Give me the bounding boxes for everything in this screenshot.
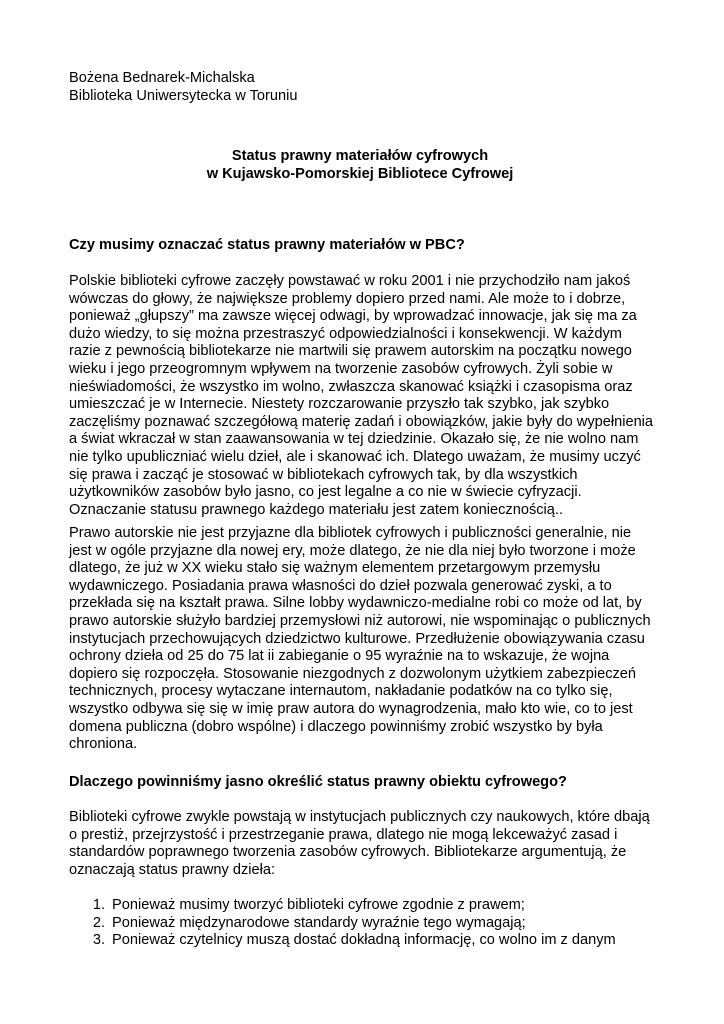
author-name: Bożena Bednarek-Michalska [69, 70, 255, 86]
list-item-text: Ponieważ międzynarodowe standardy wyraźnie tego wymagają; [112, 914, 526, 931]
paragraph-line: się prawa i zacząć je stosować w bibliotekach cyfrowych tak, by dla wszystkich [69, 466, 578, 483]
paragraph-line: wówczas do głowy, że największe problemy dopiero przed nami. Ale może to i dobrze, [69, 290, 626, 307]
paragraph-line: przekłada się na kształt prawa. Silne lobby wydawniczo-medialne robi co może od lat, by [69, 595, 642, 612]
paragraph-line: dlatego, że już w XX wieku stało się ważnym elementem przetargowym przemysłu [69, 560, 601, 577]
list-item [69, 897, 616, 915]
paragraph-line: domena publiczna (dobro wspólne) i dlaczego powinniśmy zrobić wszystko by była [69, 718, 603, 735]
list-item-text: Ponieważ czytelnicy muszą dostać dokładną informację, co wolno im z danym [112, 932, 616, 949]
title-line-1: Status prawny materiałów cyfrowych [231, 148, 489, 164]
title-line-2: w Kujawsko-Pomorskiej Bibliotece Cyfrowej [206, 165, 514, 182]
paragraph-line: oznaczają status prawny dzieła: [69, 861, 276, 878]
paragraph-line: ochrony dzieła od 25 do 75 lat ii zabieganie o 95 wyraźnie na to wskazuje, że wojna [69, 648, 610, 665]
paragraph-line: wieku i jego przeogromnym wpływem na tworzenie zasobów cyfrowych. Żyli sobie w [69, 360, 613, 377]
list-item [69, 915, 616, 933]
author-block [69, 70, 659, 105]
paragraph-line: instytucjach przechowujących dziedzictwo kulturowe. Przedłużenie obowiązywania czasu [69, 630, 645, 647]
paragraph-line: chroniona. [69, 736, 138, 753]
numbered-list [69, 897, 616, 950]
paragraph-line: umieszczać je w Internecie. Niestety rozczarowanie przyszło tak szybko, jak szybko [69, 396, 610, 413]
paragraph-line: razie z pewnością bibliotekarze nie martwili się prawem autorskim na początku nowego [69, 343, 632, 360]
section-1-paragraph-1 [69, 273, 653, 519]
list-item-number: 1. [92, 897, 105, 913]
document-page [69, 70, 659, 949]
section-1-heading: Czy musimy oznaczać status prawny materiałów w PBC? [69, 237, 465, 253]
paragraph-line: Oznaczanie statusu prawnego każdego materiału jest zatem koniecznością.. [69, 501, 564, 518]
list-item [69, 932, 616, 950]
paragraph-line: użytkowników zasobów było jasno, co jest legalne a co nie w świecie cyfryzacji. [69, 484, 582, 501]
section-2-paragraph-1 [69, 809, 650, 879]
paragraph-line: Polskie biblioteki cyfrowe zaczęły powstawać w roku 2001 i nie przychodziło nam jakoś [69, 273, 631, 289]
paragraph-line: dużo wiedzy, to się można przestraszyć odpowiedzialności i konsekwencji. W każdym [69, 325, 622, 342]
paragraph-line: ponieważ „głupszy” ma zawsze więcej odwagi, by wprowadzać innowacje, jak się ma za [69, 308, 637, 325]
paragraph-line: standardów poprawnego tworzenia zasobów cyfrowych. Bibliotekarze argumentują, że [69, 844, 627, 861]
paragraph-line: Biblioteki cyfrowe zwykle powstają w instytucjach publicznych czy naukowych, które dbają [69, 809, 650, 825]
document-title [69, 148, 651, 183]
paragraph-line: jest w ogóle przyjazne dla nowej ery, może dlatego, że nie dla niej było tworzone i może [69, 542, 636, 559]
paragraph-line: technicznych, procesy wytaczane internautom, nakładanie podatków na co tylko się, [69, 683, 613, 700]
paragraph-line: nieświadomości, że wszystko im wolno, zwłaszcza skanować książki i czasopisma oraz [69, 378, 633, 395]
list-item-number: 3. [92, 932, 105, 949]
paragraph-line: a świat wkraczał w stan zaawansowania w tej dziedzinie. Okazało się, że nie wolno nam [69, 431, 639, 448]
paragraph-line: nie tylko upubliczniać wielu dzieł, ale i skanować ich. Dlatego uważam, że musimy uczyć [69, 448, 641, 465]
list-item-number: 2. [92, 914, 105, 931]
section-1-paragraph-2 [69, 525, 651, 754]
section-2-heading: Dlaczego powinniśmy jasno określić status prawny obiektu cyfrowego? [69, 774, 567, 790]
author-affiliation: Biblioteka Uniwersytecka w Toruniu [69, 87, 298, 104]
paragraph-line: wszystko odbywa się się w imię praw autora do wynagrodzenia, mało kto wie, co to jest [69, 700, 633, 717]
paragraph-line: Prawo autorskie nie jest przyjazne dla bibliotek cyfrowych i publiczności generalnie, nie [69, 525, 632, 541]
paragraph-line: zaczęliśmy poznawać szczegółową materię zadań i obowiązków, jakie były do wypełnienia [69, 413, 654, 430]
paragraph-line: o prestiż, przejrzystość i przestrzeganie prawa, dlatego nie mogą lekceważyć zasad i [69, 826, 618, 843]
paragraph-line: prawo autorskie służyło bardziej przemysłowi niż autorowi, nie wspominając o publicznych [69, 612, 651, 629]
list-item-text: Ponieważ musimy tworzyć biblioteki cyfrowe zgodnie z prawem; [112, 897, 525, 913]
paragraph-line: dopiero się rozpoczęła. Stosowanie niezgodnych z dozwolonym użytkiem zabezpieczeń [69, 665, 637, 682]
paragraph-line: wydawniczego. Posiadania prawa własności do dzieł pozwala generować zyski, a to [69, 577, 612, 594]
